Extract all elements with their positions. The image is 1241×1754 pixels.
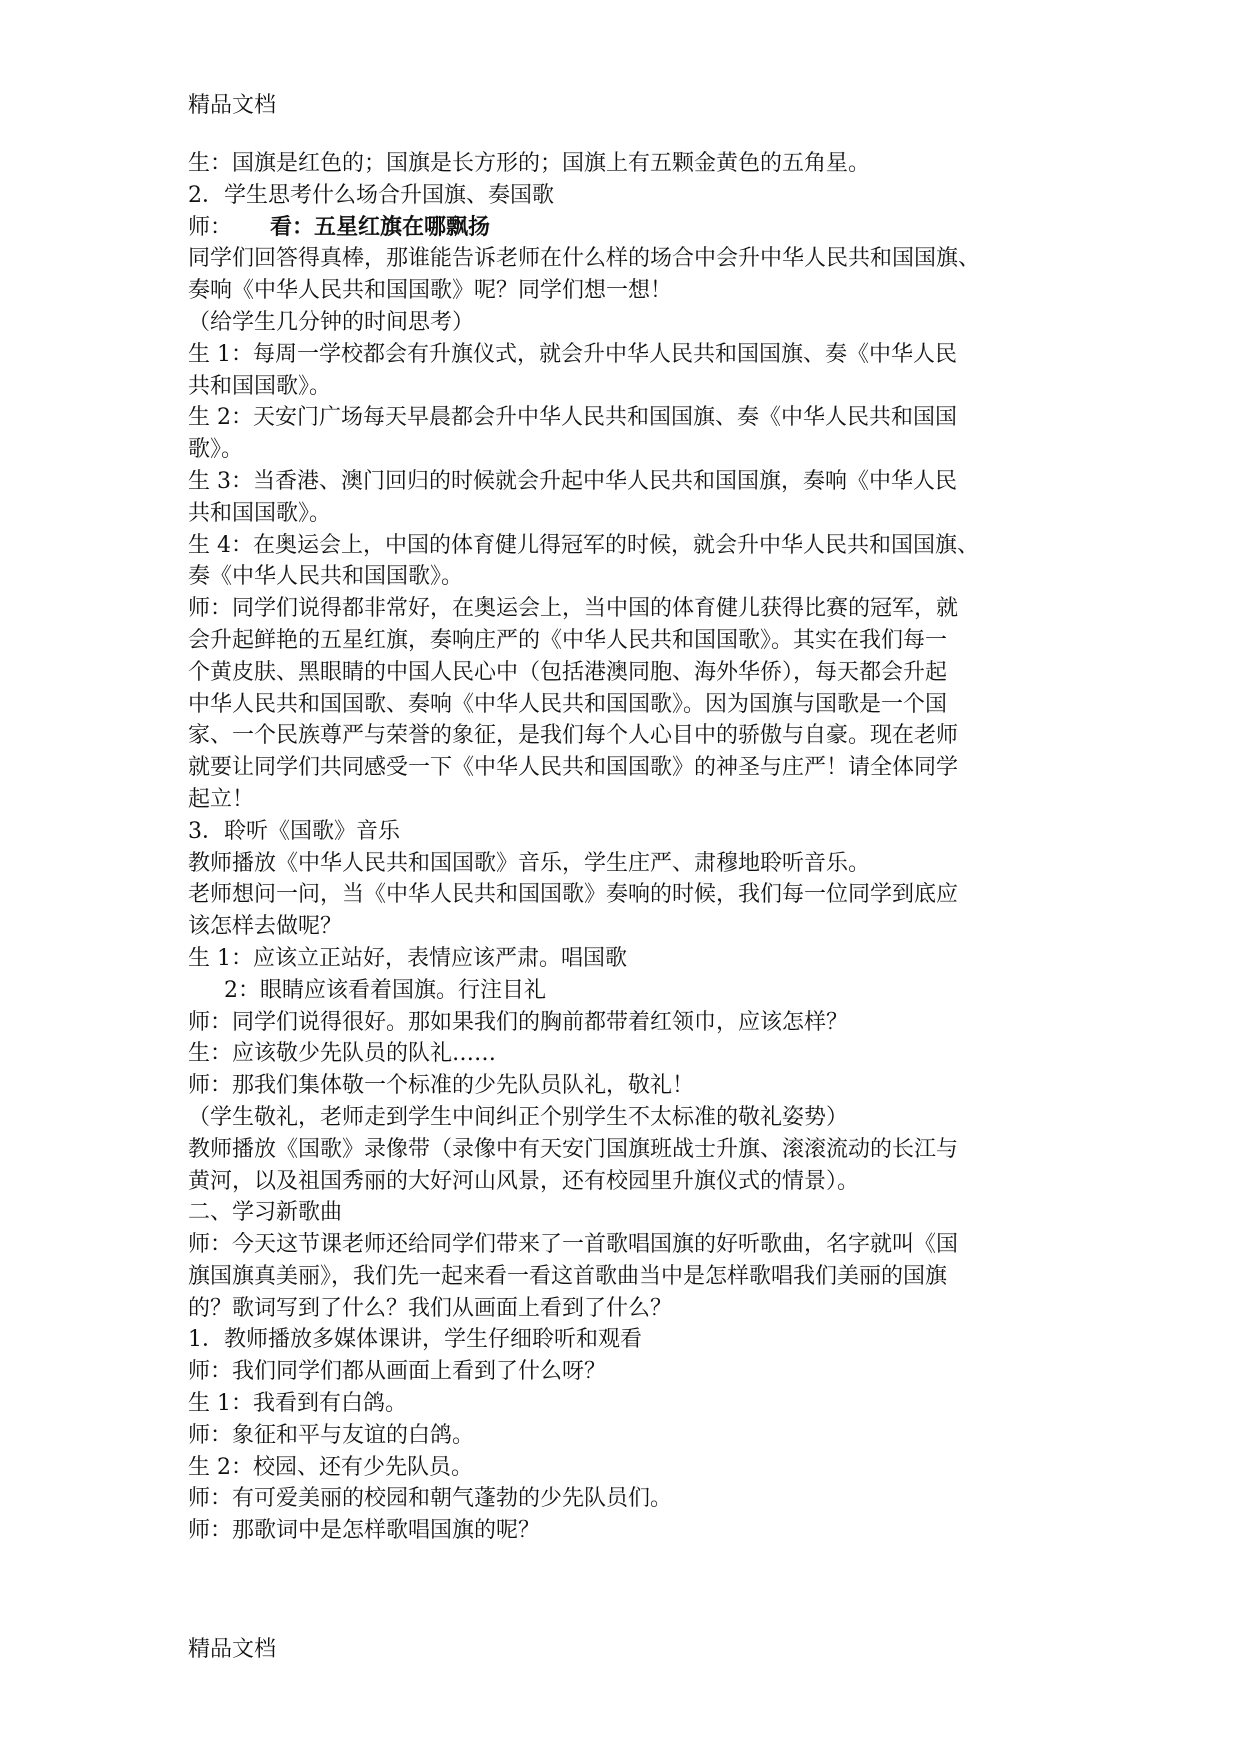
text-line: 奏响《中华人民共和国国歌》呢？同学们想一想！ (188, 278, 673, 304)
text-line: 生：应该敬少先队员的队礼…… (188, 1041, 497, 1067)
text-line: 同学们回答得真棒，那谁能告诉老师在什么样的场合中会升中华人民共和国国旗、 (188, 246, 981, 272)
text-line-indented: 2：眼睛应该看着国旗。行注目礼 (224, 977, 546, 1003)
text-line (188, 212, 1068, 244)
text-line: 生 1：每周一学校都会有升旗仪式，就会升中华人民共和国国旗、奏《中华人民 (188, 341, 957, 367)
text-line: 老师想问一问，当《中华人民共和国国歌》奏响的时候，我们每一位同学到底应 (188, 882, 959, 908)
bold-heading: 看：五星红旗在哪飘扬 (270, 213, 491, 240)
text-line: 教师播放《国歌》录像带（录像中有天安门国旗班战士升旗、滚滚流动的长江与 (188, 1136, 959, 1162)
text-line: 2．学生思考什么场合升国旗、奏国歌 (188, 182, 554, 208)
text-line: 生 2：校园、还有少先队员。 (188, 1454, 473, 1480)
page-header: 精品文档 (188, 93, 277, 118)
text-line: 生 4：在奥运会上，中国的体育健儿得冠军的时候，就会升中华人民共和国国旗、 (188, 532, 979, 558)
document-body (188, 148, 1068, 1547)
text-line: 师：我们同学们都从画面上看到了什么呀？ (188, 1359, 607, 1385)
text-line: 的？歌词写到了什么？我们从画面上看到了什么？ (188, 1295, 673, 1321)
text-line: 生 1：我看到有白鸽。 (188, 1391, 407, 1417)
text-line: 就要让同学们共同感受一下《中华人民共和国国歌》的神圣与庄严！请全体同学 (188, 755, 959, 781)
text-line: 师：同学们说得都非常好，在奥运会上，当中国的体育健儿获得比赛的冠军，就 (188, 596, 959, 622)
speaker-prefix: 师： (188, 214, 233, 240)
text-line: 奏《中华人民共和国国歌》。 (188, 564, 464, 590)
text-line: 会升起鲜艳的五星红旗，奏响庄严的《中华人民共和国国歌》。其实在我们每一 (188, 627, 948, 653)
text-line: 3．聆听《国歌》音乐 (188, 818, 400, 844)
text-line (188, 975, 1068, 1007)
text-line: 共和国国歌》。 (188, 373, 332, 399)
text-line: 师：那我们集体敬一个标准的少先队员队礼，敬礼！ (188, 1073, 695, 1099)
text-line: 该怎样去做呢？ (188, 914, 343, 940)
text-line: 家、一个民族尊严与荣誉的象征，是我们每个人心目中的骄傲与自豪。现在老师 (188, 723, 959, 749)
text-line: 师：有可爱美丽的校园和朝气蓬勃的少先队员们。 (188, 1486, 673, 1512)
page-footer: 精品文档 (188, 1637, 277, 1662)
text-line: 起立！ (188, 786, 255, 812)
text-line: 二、学习新歌曲 (188, 1200, 343, 1226)
text-line: 生 2：天安门广场每天早晨都会升中华人民共和国国旗、奏《中华人民共和国国 (188, 405, 957, 431)
text-line: 1．教师播放多媒体课讲，学生仔细聆听和观看 (188, 1327, 642, 1353)
text-line: 生 3：当香港、澳门回归的时候就会升起中华人民共和国国旗，奏响《中华人民 (188, 468, 957, 494)
text-line: 生：国旗是红色的；国旗是长方形的；国旗上有五颗金黄色的五角星。 (188, 151, 871, 176)
text-line: 生 1：应该立正站好，表情应该严肃。唱国歌 (188, 945, 627, 971)
text-line: （学生敬礼，老师走到学生中间纠正个别学生不太标准的敬礼姿势） (188, 1104, 849, 1130)
text-line: 个黄皮肤、黑眼睛的中国人民心中（包括港澳同胞、海外华侨），每天都会升起 (188, 659, 948, 685)
text-line: 中华人民共和国国歌、奏响《中华人民共和国国歌》。因为国旗与国歌是一个国 (188, 691, 948, 717)
text-line: 旗国旗真美丽》，我们先一起来看一看这首歌曲当中是怎样歌唱我们美丽的国旗 (188, 1263, 948, 1289)
text-line: 黄河，以及祖国秀丽的大好河山风景，还有校园里升旗仪式的情景）。 (188, 1168, 860, 1194)
text-line: 师：那歌词中是怎样歌唱国旗的呢？ (188, 1518, 541, 1544)
text-line: 共和国国歌》。 (188, 500, 332, 526)
text-line: 师：同学们说得很好。那如果我们的胸前都带着红领巾，应该怎样？ (188, 1009, 849, 1035)
text-line: 歌》。 (188, 437, 244, 463)
text-line: 教师播放《中华人民共和国国歌》音乐，学生庄严、肃穆地聆听音乐。 (188, 850, 871, 876)
text-line: 师：今天这节课老师还给同学们带来了一首歌唱国旗的好听歌曲，名字就叫《国 (188, 1232, 959, 1258)
text-line: （给学生几分钟的时间思考） (188, 309, 475, 335)
text-line: 师：象征和平与友谊的白鸽。 (188, 1422, 475, 1448)
